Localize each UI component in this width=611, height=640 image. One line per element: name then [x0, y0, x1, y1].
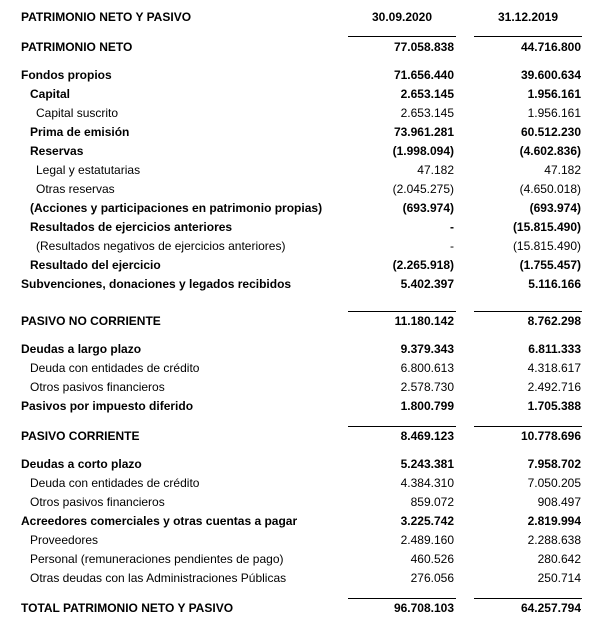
value-2019: 5.116.166 — [528, 277, 581, 291]
row-label: Capital suscrito — [36, 106, 119, 120]
row-label: TOTAL PATRIMONIO NETO Y PASIVO — [21, 601, 234, 615]
value-2020: 47.182 — [417, 163, 454, 177]
column-header-2019: 31.12.2019 — [497, 10, 559, 24]
table-row — [0, 550, 611, 569]
table-row — [0, 569, 611, 588]
row-label: Personal (remuneraciones pendientes de pago) — [30, 552, 284, 566]
table-row — [0, 474, 611, 493]
row-label: Otras reservas — [36, 182, 115, 196]
row-label: Resultado del ejercicio — [30, 258, 161, 272]
row-label: Proveedores — [30, 533, 99, 547]
value-2019: (693.974) — [529, 201, 581, 215]
value-2019: 7.050.205 — [527, 476, 581, 490]
table-row — [0, 359, 611, 378]
value-2019: 2.819.994 — [527, 514, 581, 528]
table-row — [0, 218, 611, 237]
value-2019: (4.650.018) — [519, 182, 581, 196]
value-2020: 96.708.103 — [393, 601, 454, 615]
value-2020: 2.489.160 — [400, 533, 454, 547]
row-label: Subvenciones, donaciones y legados recibidos — [21, 277, 292, 291]
value-2019: 10.778.696 — [520, 429, 581, 443]
table-row — [0, 531, 611, 550]
value-2020: 2.653.145 — [400, 87, 454, 101]
value-2019: 64.257.794 — [520, 601, 581, 615]
value-2020: - — [450, 220, 454, 234]
row-label: Resultados de ejercicios anteriores — [30, 220, 233, 234]
table-row — [0, 180, 611, 199]
table-row — [0, 104, 611, 123]
value-2019: (4.602.836) — [519, 144, 581, 158]
value-2020: 6.800.613 — [400, 361, 454, 375]
value-2020: 9.379.343 — [400, 342, 454, 356]
value-2019: 1.956.161 — [527, 106, 581, 120]
value-2020: 460.526 — [410, 552, 454, 566]
table-row — [0, 85, 611, 104]
row-label: Legal y estatutarias — [36, 163, 141, 177]
value-2019: 908.497 — [537, 495, 581, 509]
table-row — [0, 142, 611, 161]
value-2019: 280.642 — [537, 552, 581, 566]
value-2019: 1.956.161 — [527, 87, 581, 101]
table-row — [0, 340, 611, 359]
row-label: Deuda con entidades de crédito — [30, 361, 200, 375]
row-label: Otros pasivos financieros — [30, 495, 165, 509]
value-2019: (15.815.490) — [512, 239, 581, 253]
table-row — [0, 199, 611, 218]
row-label: Prima de emisión — [30, 125, 130, 139]
divider-line — [474, 36, 582, 37]
value-2020: 77.058.838 — [393, 40, 454, 54]
row-label: Otros pasivos financieros — [30, 380, 165, 394]
value-2019: 2.492.716 — [527, 380, 581, 394]
table-row — [0, 237, 611, 256]
value-2020: 8.469.123 — [400, 429, 454, 443]
table-row — [0, 38, 611, 57]
row-label: PASIVO CORRIENTE — [21, 429, 140, 443]
total-row — [0, 599, 611, 618]
value-2020: (1.998.094) — [392, 144, 454, 158]
row-label: (Acciones y participaciones en patrimonio propias) — [30, 201, 323, 215]
row-label: Pasivos por impuesto diferido — [21, 399, 194, 413]
value-2020: 859.072 — [410, 495, 454, 509]
row-label: Capital — [30, 87, 71, 101]
value-2019: 8.762.298 — [527, 314, 581, 328]
value-2020: (693.974) — [402, 201, 454, 215]
row-label: Fondos propios — [21, 68, 112, 82]
row-label: Deuda con entidades de crédito — [30, 476, 200, 490]
table-row — [0, 427, 611, 446]
value-2020: 4.384.310 — [400, 476, 454, 490]
value-2019: (15.815.490) — [512, 220, 581, 234]
table-row — [0, 512, 611, 531]
value-2019: 7.958.702 — [527, 457, 581, 471]
value-2020: 2.578.730 — [400, 380, 454, 394]
value-2020: 276.056 — [410, 571, 454, 585]
value-2020: 73.961.281 — [393, 125, 454, 139]
table-row — [0, 161, 611, 180]
row-label: PASIVO NO CORRIENTE — [21, 314, 161, 328]
value-2019: 1.705.388 — [527, 399, 581, 413]
row-label: Deudas a largo plazo — [21, 342, 142, 356]
table-row — [0, 312, 611, 331]
table-row — [0, 256, 611, 275]
table-row — [0, 397, 611, 416]
row-label: Reservas — [30, 144, 84, 158]
row-label: Acreedores comerciales y otras cuentas a pagar — [21, 514, 298, 528]
value-2019: 6.811.333 — [528, 342, 581, 356]
header-row — [0, 8, 611, 27]
value-2020: - — [450, 239, 454, 253]
value-2019: (1.755.457) — [519, 258, 581, 272]
value-2020: 2.653.145 — [400, 106, 454, 120]
column-header-2020: 30.09.2020 — [371, 10, 433, 24]
value-2019: 47.182 — [544, 163, 581, 177]
value-2019: 250.714 — [537, 571, 581, 585]
value-2019: 60.512.230 — [520, 125, 581, 139]
value-2019: 4.318.617 — [527, 361, 581, 375]
value-2020: 3.225.742 — [400, 514, 454, 528]
table-row — [0, 455, 611, 474]
table-row — [0, 493, 611, 512]
value-2020: (2.265.918) — [392, 258, 454, 272]
table-title: PATRIMONIO NETO Y PASIVO — [21, 10, 192, 24]
row-label: PATRIMONIO NETO — [21, 40, 133, 54]
value-2019: 39.600.634 — [520, 68, 581, 82]
table-row — [0, 378, 611, 397]
value-2019: 44.716.800 — [520, 40, 581, 54]
value-2020: 1.800.799 — [400, 399, 454, 413]
divider-line — [348, 36, 456, 37]
table-row — [0, 123, 611, 142]
value-2020: 5.243.381 — [400, 457, 454, 471]
row-label: Otras deudas con las Administraciones Públicas — [30, 571, 287, 585]
row-label: (Resultados negativos de ejercicios anteriores) — [36, 239, 286, 253]
value-2020: 5.402.397 — [400, 277, 454, 291]
table-row — [0, 275, 611, 294]
value-2020: 11.180.142 — [394, 314, 454, 328]
value-2020: (2.045.275) — [392, 182, 454, 196]
table-row — [0, 66, 611, 85]
row-label: Deudas a corto plazo — [21, 457, 142, 471]
value-2020: 71.656.440 — [393, 68, 454, 82]
value-2019: 2.288.638 — [527, 533, 581, 547]
